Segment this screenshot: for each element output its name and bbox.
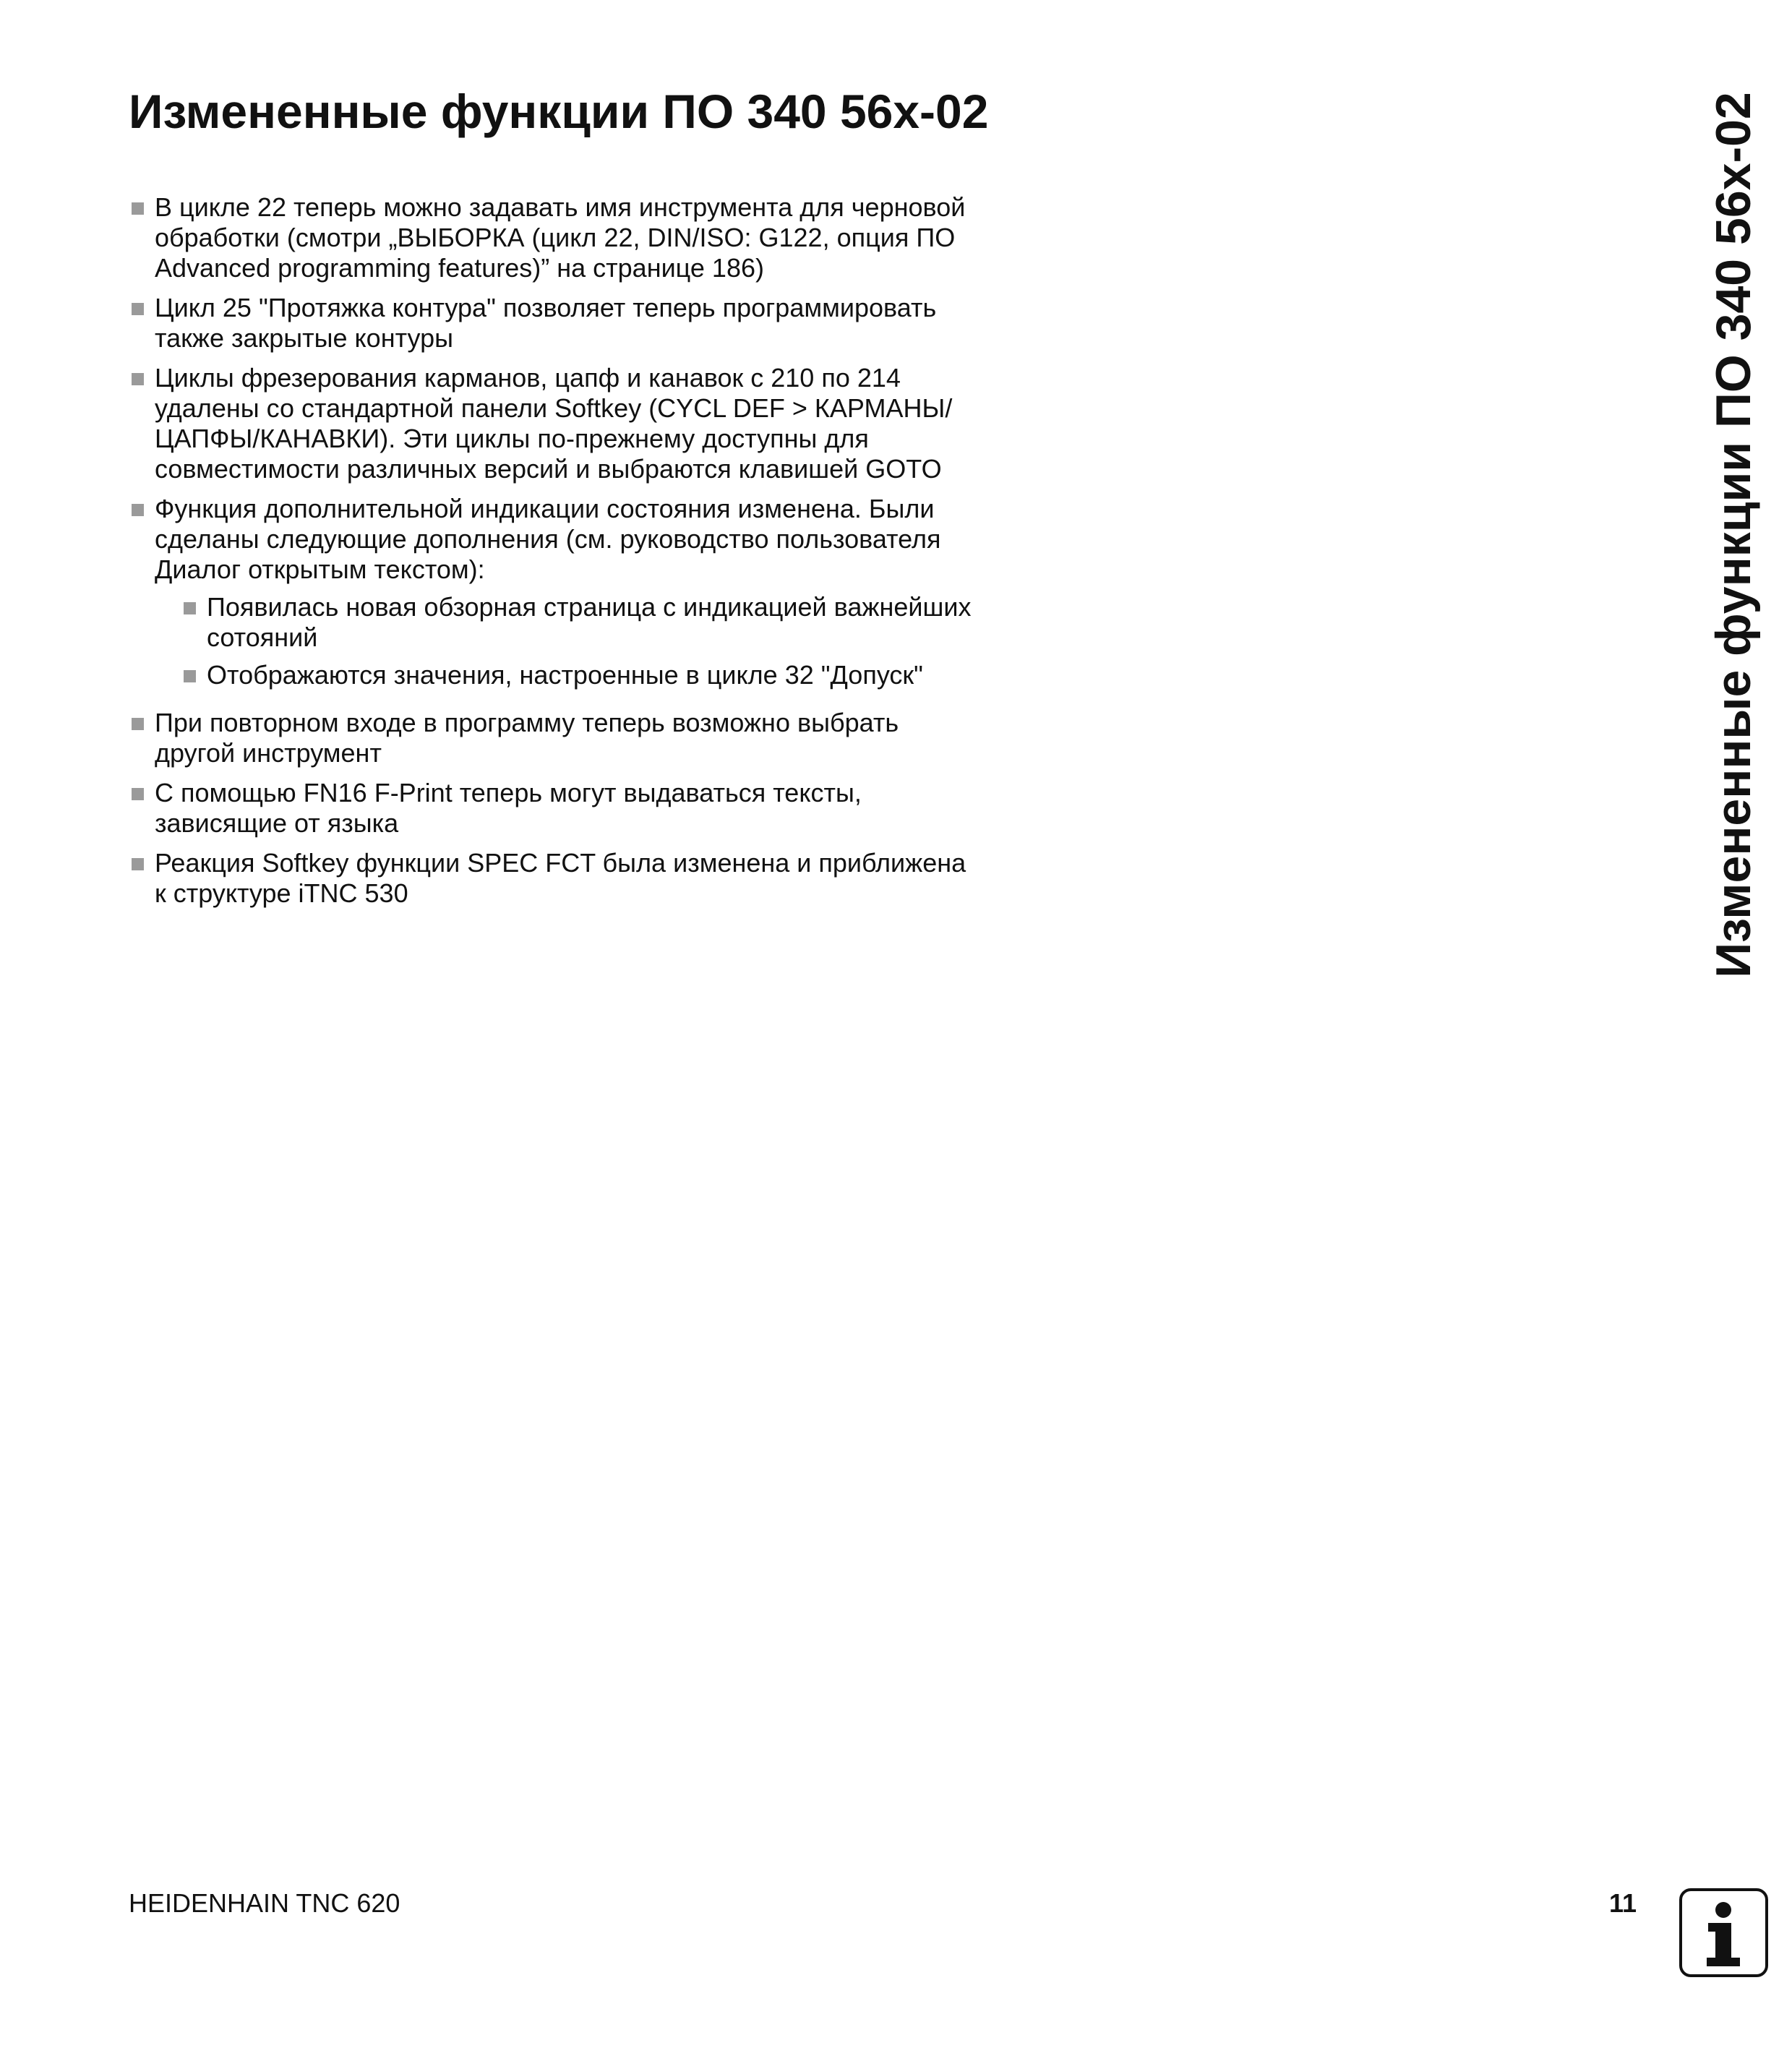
sub-list-item-text: Отображаются значения, настроенные в цикле 32 "Допуск": [207, 660, 923, 690]
bullet-square-icon: [184, 602, 196, 614]
bullet-square-icon: [132, 373, 144, 385]
page-title: Измененные функции ПО 340 56x-02: [129, 85, 989, 138]
list-item: [129, 494, 982, 690]
list-item: [129, 778, 982, 839]
list-item-text: Цикл 25 "Протяжка контура" позволяет теперь программировать также закрытые контуры: [155, 293, 937, 353]
list-item-text: Функция дополнительной индикации состояния изменена. Были сделаны следующие дополнения (см. руководство пользователя Диалог открытым текстом):: [155, 494, 941, 584]
footer-product-name: HEIDENHAIN TNC 620: [129, 1888, 400, 1918]
sub-list-item-text: Появилась новая обзорная страница с индикацией важнейших сотояний: [207, 592, 972, 652]
list-item-text: В цикле 22 теперь можно задавать имя инструмента для черновой обработки (смотри „ВЫБОРКА (цикл 22, DIN/ISO: G122, опция ПО Advanced programming features)” на странице 186): [155, 192, 966, 283]
sub-list-item: [181, 660, 982, 690]
bullet-square-icon: [132, 504, 144, 516]
list-item-text: Циклы фрезерования карманов, цапф и канавок с 210 по 214 удалены со стандартной панели Softkey (CYCL DEF > КАРМАНЫ/ЦАПФЫ/КАНАВКИ). Эти циклы по-прежнему доступны для совместимости различных версий и выбраются клавишей GOTO: [155, 363, 953, 484]
list-item: [129, 363, 982, 484]
info-icon: [1679, 1888, 1768, 1977]
side-chapter-title-text: Измененные функции ПО 340 56x-02: [1705, 92, 1761, 978]
list-item: [129, 848, 982, 909]
list-item-text: При повторном входе в программу теперь возможно выбрать другой инструмент: [155, 708, 899, 768]
info-icon-glyph: [1682, 1891, 1765, 1974]
bullet-square-icon: [184, 670, 196, 682]
page-number: 11: [1609, 1888, 1637, 1918]
sub-list-item: [181, 592, 982, 653]
bullet-square-icon: [132, 718, 144, 730]
bullet-square-icon: [132, 202, 144, 215]
list-item-text: С помощью FN16 F-Print теперь могут выдаваться тексты, зависящие от языка: [155, 778, 862, 838]
side-chapter-title: [1702, 92, 1764, 978]
list-item-text: Реакция Softkey функции SPEC FCT была изменена и приближена к структуре iTNC 530: [155, 848, 966, 908]
list-item: [129, 192, 982, 283]
main-content: [129, 192, 982, 918]
bullet-square-icon: [132, 303, 144, 315]
sub-list: [155, 592, 982, 690]
list-item: [129, 708, 982, 768]
changes-list: [129, 192, 982, 909]
bullet-square-icon: [132, 788, 144, 800]
list-item: [129, 293, 982, 354]
bullet-square-icon: [132, 858, 144, 870]
